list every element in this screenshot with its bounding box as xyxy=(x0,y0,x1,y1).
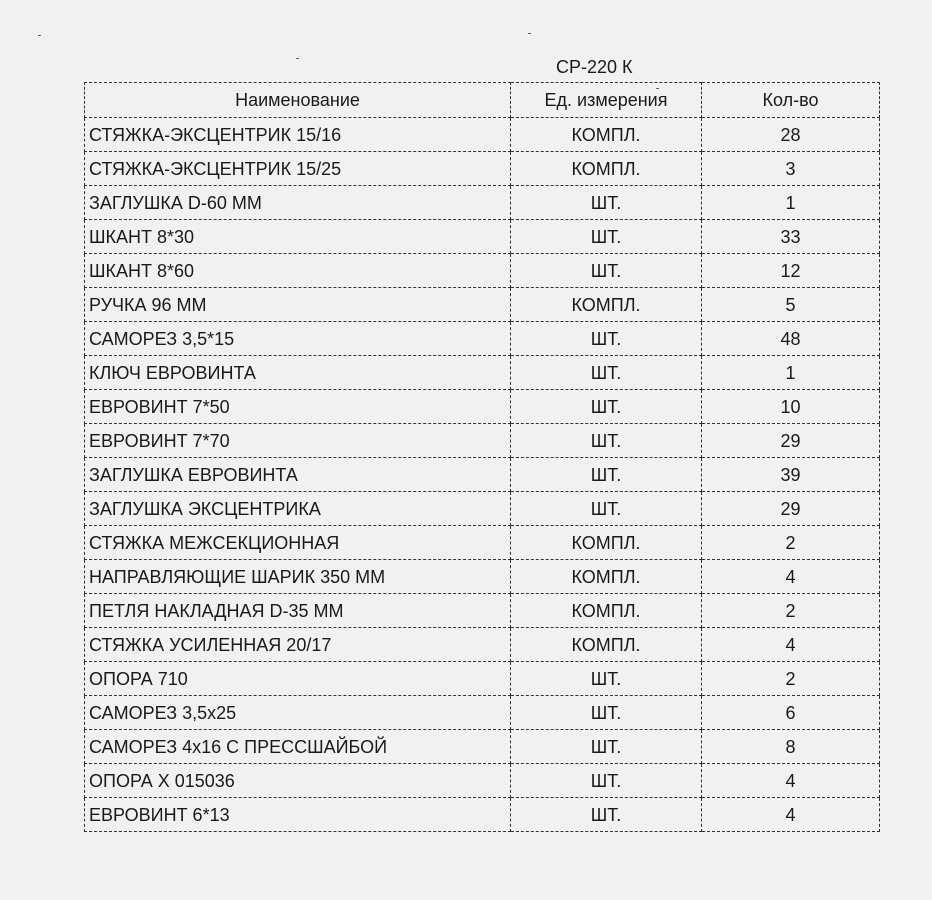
table-row xyxy=(85,594,880,628)
item-qty: 3 xyxy=(702,152,880,186)
item-unit: ШТ. xyxy=(511,254,702,288)
table-row xyxy=(85,696,880,730)
item-qty: 2 xyxy=(702,526,880,560)
table-row xyxy=(85,356,880,390)
item-name: КЛЮЧ ЕВРОВИНТА xyxy=(85,356,511,390)
item-unit: ШТ. xyxy=(511,356,702,390)
item-unit: ШТ. xyxy=(511,424,702,458)
document-title: СР-220 К xyxy=(556,57,633,77)
table-row xyxy=(85,730,880,764)
table-row xyxy=(85,118,880,152)
item-unit: ШТ. xyxy=(511,696,702,730)
item-unit: КОМПЛ. xyxy=(511,628,702,662)
item-unit: ШТ. xyxy=(511,458,702,492)
table-row xyxy=(85,628,880,662)
item-unit: КОМПЛ. xyxy=(511,118,702,152)
item-qty: 29 xyxy=(702,492,880,526)
parts-table-body xyxy=(85,118,880,832)
item-qty: 1 xyxy=(702,356,880,390)
table-row xyxy=(85,492,880,526)
item-unit: ШТ. xyxy=(511,662,702,696)
item-unit: ШТ. xyxy=(511,730,702,764)
item-qty: 29 xyxy=(702,424,880,458)
item-qty: 4 xyxy=(702,764,880,798)
item-name: ЗАГЛУШКА D-60 ММ xyxy=(85,186,511,220)
header-qty: Кол-во xyxy=(702,83,880,118)
table-row xyxy=(85,526,880,560)
item-unit: КОМПЛ. xyxy=(511,526,702,560)
item-qty: 1 xyxy=(702,186,880,220)
item-unit: ШТ. xyxy=(511,764,702,798)
item-name: ЗАГЛУШКА ЕВРОВИНТА xyxy=(85,458,511,492)
item-unit: ШТ. xyxy=(511,390,702,424)
table-row xyxy=(85,560,880,594)
table-row xyxy=(85,798,880,832)
item-name: ШКАНТ 8*60 xyxy=(85,254,511,288)
item-qty: 4 xyxy=(702,628,880,662)
item-qty: 8 xyxy=(702,730,880,764)
item-name: ЕВРОВИНТ 7*50 xyxy=(85,390,511,424)
item-name: НАПРАВЛЯЮЩИЕ ШАРИК 350 ММ xyxy=(85,560,511,594)
item-name: СТЯЖКА-ЭКСЦЕНТРИК 15/16 xyxy=(85,118,511,152)
item-name: САМОРЕЗ 3,5x25 xyxy=(85,696,511,730)
parts-table xyxy=(84,82,880,832)
item-name: РУЧКА 96 ММ xyxy=(85,288,511,322)
item-name: ШКАНТ 8*30 xyxy=(85,220,511,254)
item-unit: КОМПЛ. xyxy=(511,288,702,322)
item-name: СТЯЖКА-ЭКСЦЕНТРИК 15/25 xyxy=(85,152,511,186)
table-row xyxy=(85,186,880,220)
item-name: ЕВРОВИНТ 7*70 xyxy=(85,424,511,458)
item-unit: КОМПЛ. xyxy=(511,560,702,594)
item-qty: 4 xyxy=(702,798,880,832)
item-name: ОПОРА Х 015036 xyxy=(85,764,511,798)
item-name: ОПОРА 710 xyxy=(85,662,511,696)
table-row xyxy=(85,254,880,288)
table-row xyxy=(85,424,880,458)
item-qty: 12 xyxy=(702,254,880,288)
item-qty: 28 xyxy=(702,118,880,152)
item-name: САМОРЕЗ 3,5*15 xyxy=(85,322,511,356)
header-name: Наименование xyxy=(85,83,511,118)
item-qty: 48 xyxy=(702,322,880,356)
table-row xyxy=(85,220,880,254)
header-unit: Ед. измерения xyxy=(511,83,702,118)
item-qty: 2 xyxy=(702,594,880,628)
item-name: ПЕТЛЯ НАКЛАДНАЯ D-35 ММ xyxy=(85,594,511,628)
item-name: ЗАГЛУШКА ЭКСЦЕНТРИКА xyxy=(85,492,511,526)
table-row xyxy=(85,764,880,798)
item-unit: ШТ. xyxy=(511,798,702,832)
item-unit: КОМПЛ. xyxy=(511,152,702,186)
item-qty: 33 xyxy=(702,220,880,254)
item-name: СТЯЖКА УСИЛЕННАЯ 20/17 xyxy=(85,628,511,662)
header-row xyxy=(85,83,880,118)
scan-speck xyxy=(38,35,41,36)
item-name: СТЯЖКА МЕЖСЕКЦИОННАЯ xyxy=(85,526,511,560)
item-qty: 6 xyxy=(702,696,880,730)
item-qty: 39 xyxy=(702,458,880,492)
item-unit: ШТ. xyxy=(511,492,702,526)
item-qty: 2 xyxy=(702,662,880,696)
table-row xyxy=(85,662,880,696)
table-row xyxy=(85,390,880,424)
item-name: ЕВРОВИНТ 6*13 xyxy=(85,798,511,832)
item-qty: 10 xyxy=(702,390,880,424)
item-unit: ШТ. xyxy=(511,322,702,356)
item-qty: 4 xyxy=(702,560,880,594)
item-name: САМОРЕЗ 4x16 С ПРЕССШАЙБОЙ xyxy=(85,730,511,764)
scan-speck xyxy=(528,33,531,34)
item-unit: ШТ. xyxy=(511,186,702,220)
scan-speck xyxy=(296,58,299,59)
parts-table-header xyxy=(85,83,880,118)
table-row xyxy=(85,152,880,186)
table-row xyxy=(85,458,880,492)
table-row xyxy=(85,288,880,322)
table-row xyxy=(85,322,880,356)
item-unit: ШТ. xyxy=(511,220,702,254)
item-qty: 5 xyxy=(702,288,880,322)
item-unit: КОМПЛ. xyxy=(511,594,702,628)
